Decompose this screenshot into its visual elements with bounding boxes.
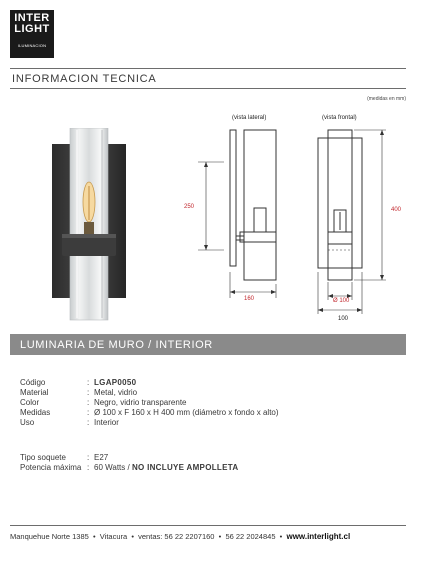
spec-separator: : <box>87 378 90 387</box>
spec-value-uso: Interior <box>94 418 119 427</box>
section-title: INFORMACION TECNICA <box>12 73 157 85</box>
units-note: (medidas en mm) <box>367 96 406 102</box>
dim-diameter: Ø 100 <box>333 298 350 304</box>
spec-separator: : <box>87 388 90 397</box>
logo-line-2: LIGHT <box>14 23 50 35</box>
spec-separator: : <box>87 463 90 472</box>
spec-value-medidas: Ø 100 x F 160 x H 400 mm (diámetro x fondo x alto) <box>94 408 279 417</box>
footer-address: Manquehue Norte 1385 <box>10 532 89 541</box>
dim-height-side: 250 <box>184 204 195 210</box>
brand-logo <box>10 10 54 58</box>
spec-separator: : <box>87 418 90 427</box>
spec-label-material: Material <box>20 388 49 397</box>
footer-sales-phone: ventas: 56 22 2207160 <box>138 532 215 541</box>
footer-divider <box>10 525 406 526</box>
logo-line-3: ILUMINACION <box>17 43 47 48</box>
footer-contact: Manquehue Norte 1385 • Vitacura • ventas: 56 22 2207160 • 56 22 2024845 • www.interlight.cl <box>10 532 351 541</box>
section-divider <box>10 88 406 89</box>
footer-website-link[interactable]: www.interlight.cl <box>286 532 351 541</box>
spec-value-material: Metal, vidrio <box>94 388 138 397</box>
footer-phone-2: 56 22 2024845 <box>225 532 276 541</box>
spec-separator: : <box>87 398 90 407</box>
side-view-label: (vista lateral) <box>232 115 267 121</box>
spec-value-potencia <box>94 463 238 473</box>
logo-line-1: INTER <box>14 12 50 24</box>
spec-separator: : <box>87 453 90 462</box>
spec-value-codigo: LGAP0050 <box>94 378 137 387</box>
dim-depth: 160 <box>244 296 255 302</box>
product-photo <box>44 128 134 328</box>
top-divider <box>10 68 406 69</box>
spec-label-potencia: Potencia máxima <box>20 463 82 472</box>
front-view-label: (vista frontal) <box>322 115 357 121</box>
banner-title: LUMINARIA DE MURO / INTERIOR <box>20 339 213 351</box>
spec-value-soquete: E27 <box>94 453 109 462</box>
spec-value-color: Negro, vidrio transparente <box>94 398 187 407</box>
dim-height-front: 400 <box>391 207 402 213</box>
front-view-drawing <box>310 122 410 322</box>
spec-label-codigo: Código <box>20 378 46 387</box>
side-view-drawing <box>190 122 280 312</box>
spec-separator: : <box>87 408 90 417</box>
product-category-banner <box>10 334 406 355</box>
footer-city: Vitacura <box>99 532 128 541</box>
spec-label-color: Color <box>20 398 40 407</box>
spec-label-soquete: Tipo soquete <box>20 453 66 462</box>
potencia-watts: 60 Watts / <box>94 463 130 472</box>
dim-width: 100 <box>338 316 349 322</box>
spec-label-medidas: Medidas <box>20 408 51 417</box>
spec-label-uso: Uso <box>20 418 35 427</box>
potencia-note: NO INCLUYE AMPOLLETA <box>131 463 239 472</box>
